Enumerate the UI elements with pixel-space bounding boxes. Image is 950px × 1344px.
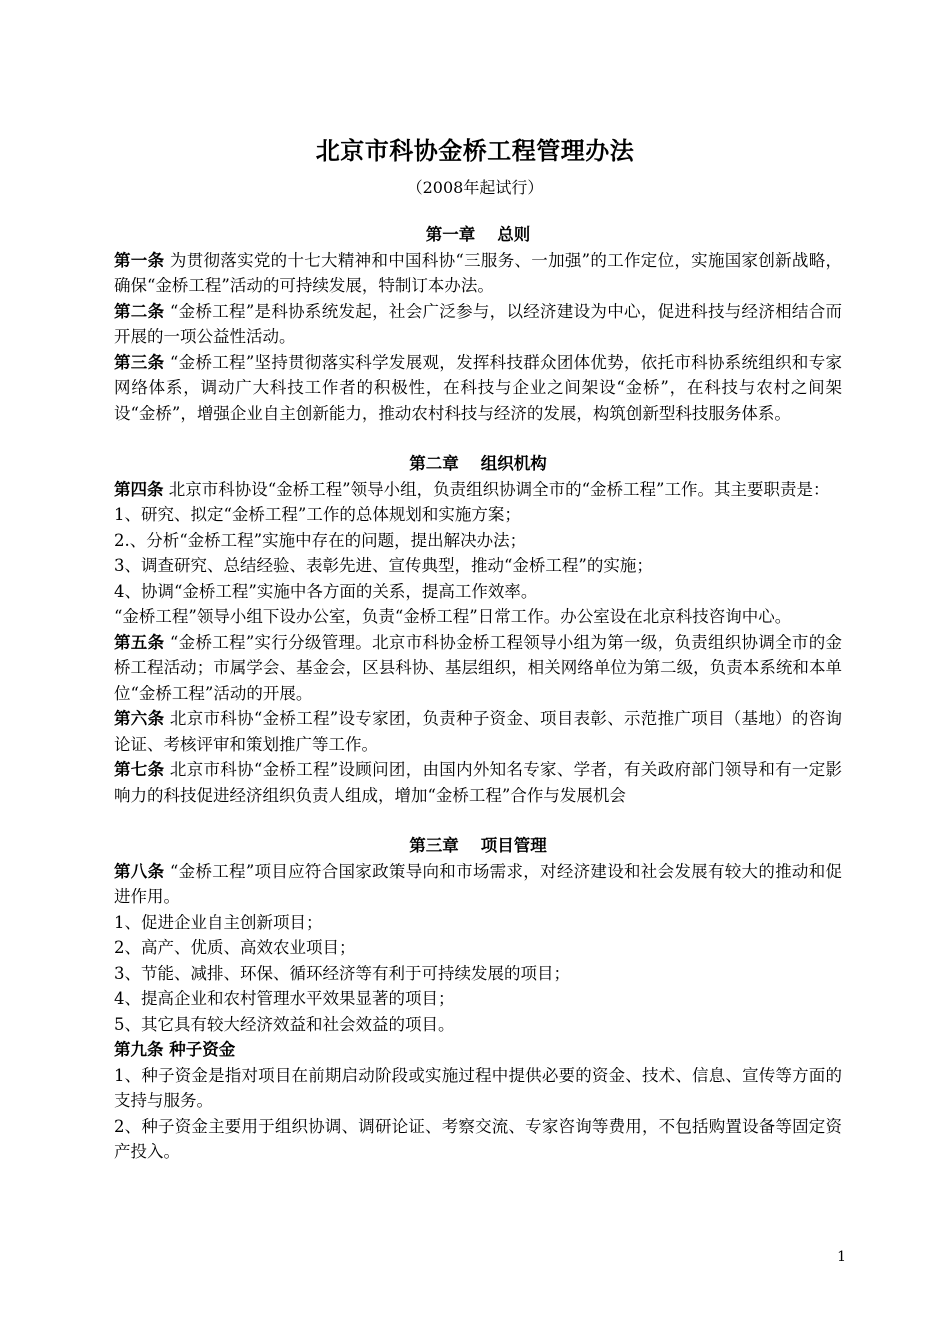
chapter-heading (114, 833, 842, 859)
article-text: “金桥工程”是科协系统发起，社会广泛参与，以经济建设为中心，促进科技与经济相结合而开展的一项公益性活动。 (114, 301, 843, 346)
list-item (114, 910, 842, 936)
article-text: 为贯彻落实党的十七大精神和中国科协“三服务、一加强”的工作定位，实施国家创新战略，确保“金桥工程”活动的可持续发展，特制订本办法。 (114, 250, 843, 295)
page-number: 1 (837, 1249, 846, 1265)
list-item-text: 5、其它具有较大经济效益和社会效益的项目。 (114, 1014, 455, 1034)
article-paragraph (114, 706, 842, 757)
list-item (114, 528, 842, 554)
chapter-number: 第三章 (409, 836, 459, 855)
document-body (114, 222, 842, 1165)
paragraph-text: “金桥工程”领导小组下设办公室，负责“金桥工程”日常工作。办公室设在北京科技咨询中心。 (114, 607, 792, 626)
article-label: 第二条 (114, 301, 165, 321)
article-paragraph (114, 859, 842, 910)
list-item-text: 1、促进企业自主创新项目； (114, 912, 323, 932)
article-label: 第九条 种子资金 (114, 1040, 236, 1059)
article-label: 第五条 (114, 632, 165, 652)
chapter-number: 第一章 (425, 225, 476, 244)
list-item (114, 1063, 842, 1114)
list-item-text: 2、种子资金主要用于组织协调、调研论证、考察交流、专家咨询等费用，不包括购置设备等固定资产投入。 (114, 1116, 842, 1161)
article-paragraph (114, 248, 842, 299)
list-item-text: 2、高产、优质、高效农业项目； (114, 938, 356, 957)
chapter-heading (114, 222, 842, 248)
article-label: 第一条 (114, 250, 165, 270)
article-label: 第四条 (114, 479, 164, 499)
list-item-text: 1、种子资金是指对项目在前期启动阶段或实施过程中提供必要的资金、技术、信息、宣传等方面的支持与服务。 (114, 1065, 842, 1110)
article-text: 北京市科协设“金桥工程”领导小组，负责组织协调全市的“金桥工程”工作。其主要职责是： (163, 479, 830, 499)
article-text: 北京市科协“金桥工程”设顾问团，由国内外知名专家、学者，有关政府部门领导和有一定影响力的科技促进经济组织负责人组成，增加“金桥工程”合作与发展机会 (114, 760, 843, 805)
article-label: 第六条 (114, 709, 165, 728)
article-label: 第七条 (114, 760, 165, 779)
document-title: 北京市科协金桥工程管理办法 (315, 137, 635, 165)
list-item-text: 3、节能、减排、环保、循环经济等有利于可持续发展的项目； (114, 963, 570, 983)
list-item (114, 1114, 842, 1165)
list-item (114, 986, 842, 1012)
article-paragraph (114, 630, 842, 707)
plain-paragraph (114, 604, 842, 630)
article-label: 第三条 (114, 352, 165, 372)
article-paragraph (114, 477, 842, 503)
article-paragraph (114, 757, 842, 808)
list-item (114, 935, 842, 961)
list-item (114, 579, 842, 605)
list-item-text: 4、提高企业和农村管理水平效果显著的项目； (114, 989, 455, 1008)
article-text: 北京市科协“金桥工程”设专家团，负责种子资金、项目表彰、示范推广项目（基地）的咨询论证、考核评审和策划推广等工作。 (114, 709, 843, 754)
list-item-text: 4、协调“金桥工程”实施中各方面的关系，提高工作效率。 (114, 581, 538, 601)
article-text: “金桥工程”坚持贯彻落实科学发展观，发挥科技群众团体优势，依托市科协系统组织和专家网络体系，调动广大科技工作者的积极性，在科技与企业之间架设“金桥”，在科技与农村之间架设“金桥”，增强企业自主创新能力，推动农村科技与经济的发展，构筑创新型科技服务体系。 (114, 352, 843, 423)
document-subtitle: （2008年起试行） (406, 178, 544, 197)
article-text: “金桥工程”项目应符合国家政策导向和市场需求，对经济建设和社会发展有较大的推动和促进作用。 (114, 861, 843, 906)
article-paragraph (114, 1037, 842, 1063)
article-paragraph (114, 350, 842, 427)
article-paragraph (114, 299, 842, 350)
chapter-title: 项目管理 (480, 836, 547, 855)
chapter-title: 组织机构 (480, 454, 547, 473)
chapter-heading (114, 451, 842, 477)
list-item-text: 3、调查研究、总结经验、表彰先进、宣传典型，推动“金桥工程”的实施； (114, 556, 653, 575)
list-item (114, 1012, 842, 1038)
article-label: 第八条 (114, 861, 165, 881)
list-item-text: 2.、分析“金桥工程”实施中存在的问题，提出解决办法； (114, 530, 527, 550)
list-item (114, 502, 842, 528)
list-item (114, 961, 842, 987)
list-item-text: 1、研究、拟定“金桥工程”工作的总体规划和实施方案； (114, 505, 521, 524)
article-text: “金桥工程”实行分级管理。北京市科协金桥工程领导小组为第一级，负责组织协调全市的金桥工程活动；市属学会、基金会，区县科协、基层组织，相关网络单位为第二级，负责本系统和本单位“金桥工程”活动的开展。 (114, 632, 843, 703)
list-item (114, 553, 842, 579)
chapter-number: 第二章 (409, 454, 459, 473)
chapter-title: 总则 (497, 225, 531, 244)
